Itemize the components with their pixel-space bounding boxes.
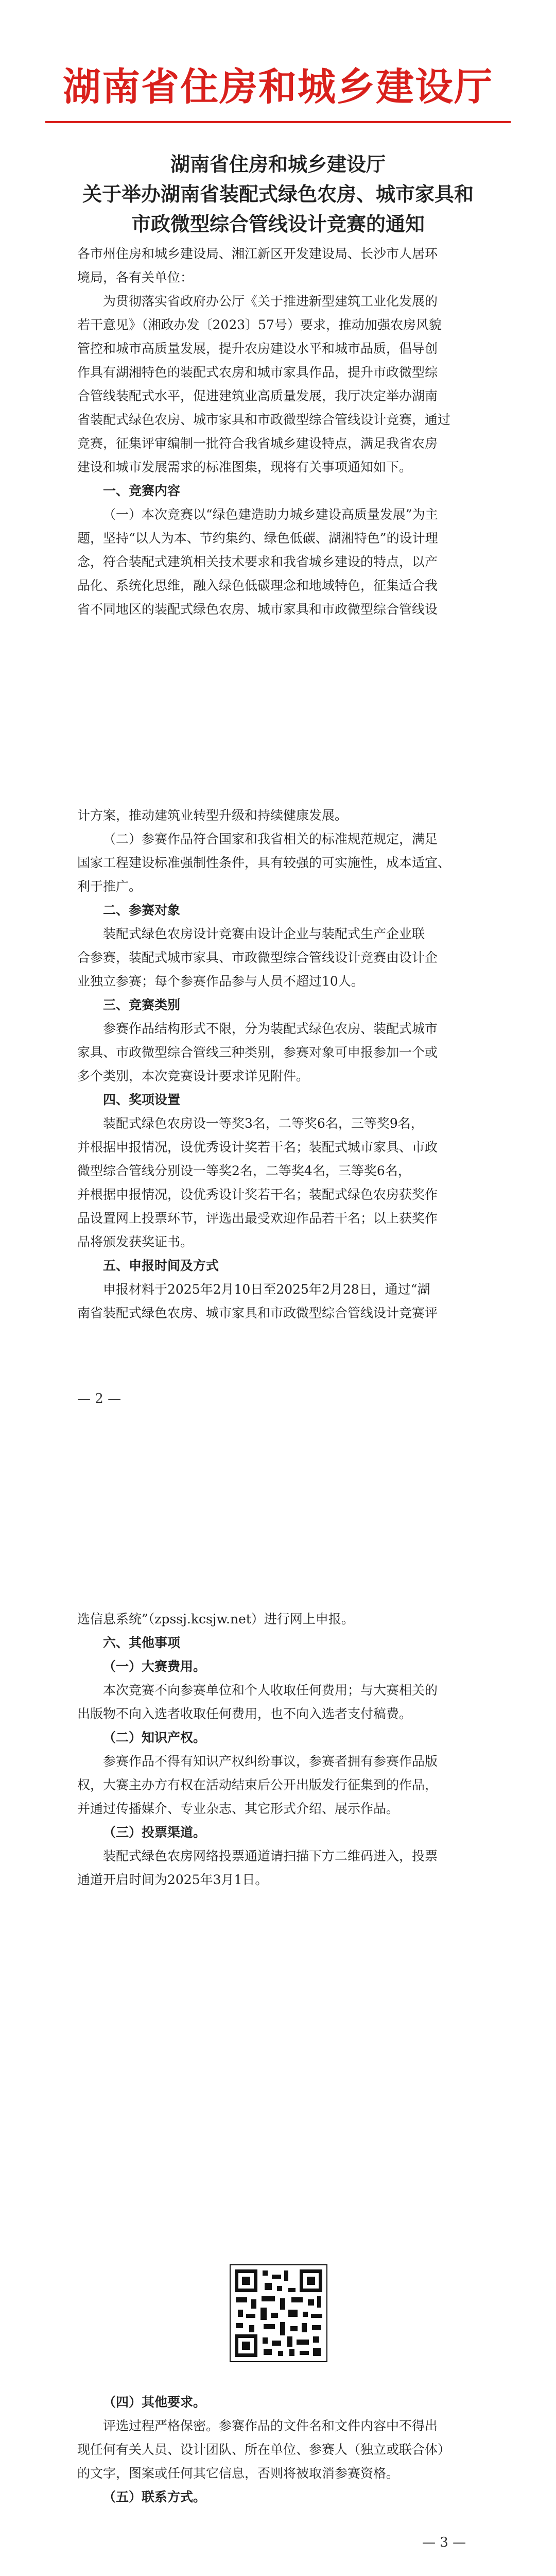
recipients-line: 各市州住房和城乡建设局、湘江新区开发建设局、长沙市人居环 — [77, 246, 438, 261]
sec6-2-line: 并通过传播媒介、专业杂志、其它形式介绍、展示作品。 — [77, 1801, 399, 1816]
sec1-line: 国家工程建设标准强制性条件，具有较强的可实施性，成本适宜、 — [77, 855, 451, 870]
sec3-line: 参赛作品结构形式不限，分为装配式绿色农房、装配式城市 — [103, 1021, 438, 1036]
sec5-line: 南省装配式绿色农房、城市家具和市政微型综合管线设计竞赛评 — [77, 1306, 438, 1320]
page-3 — [0, 1577, 556, 2555]
intro-line: 竞赛，征集评审编制一批符合我省城乡建设特点，满足我省农房 — [77, 436, 438, 451]
sec2-line: 合参赛，装配式城市家具、市政微型综合管线设计竞赛由设计企 — [77, 950, 438, 965]
sec4-line: 并根据申报情况，设优秀设计奖若干名；装配式绿色农房获奖作 — [77, 1187, 438, 1202]
page-2-body — [77, 804, 479, 1325]
sec6-2-line: 权，大赛主办方有权在活动结束后公开出版发行征集到的作品， — [77, 1777, 438, 1792]
intro-line: 为贯彻落实省政府办公厅《关于推进新型建筑工业化发展的 — [103, 294, 438, 309]
sec5-line: 选信息系统”（zpssj.kcsjw.net）进行网上申报。 — [77, 1612, 354, 1626]
page-1 — [0, 0, 556, 685]
sec2-line: 装配式绿色农房设计竞赛由设计企业与装配式生产企业联 — [103, 926, 425, 941]
qr-finder — [235, 2334, 257, 2357]
intro-line: 管控和城市高质量发展，提升农房建设水平和城市品质，倡导创 — [77, 341, 438, 356]
sec3-line: 家具、市政微型综合管线三种类别，参赛对象可申报参加一个或 — [77, 1045, 438, 1060]
page-2 — [0, 773, 556, 1494]
section-4-heading: 四、奖项设置 — [103, 1092, 181, 1107]
sec6-1-line: 出版物不向入选者收取任何费用，也不向入选者支付稿费。 — [77, 1706, 412, 1721]
sec4-line: 微型综合管线分别设一等奖2名，二等奖4名，三等奖6名， — [77, 1163, 411, 1178]
sec6-3-line: 装配式绿色农房网络投票通道请扫描下方二维码进入，投票 — [103, 1849, 438, 1863]
section-6-heading: 六、其他事项 — [103, 1635, 181, 1650]
sec1-line: 省不同地区的装配式绿色农房、城市家具和市政微型综合管线设 — [77, 602, 438, 617]
sec6-4-line: 评选过程严格保密。参赛作品的文件名和文件内容中不得出 — [103, 2418, 438, 2433]
section-2-heading: 二、参赛对象 — [103, 903, 181, 918]
section-3-heading: 三、竞赛类别 — [103, 997, 181, 1012]
intro-line: 作具有湖湘特色的装配式农房和城市家具作品，提升市政微型综 — [77, 365, 438, 380]
sec3-line: 多个类别，本次竞赛设计要求详见附件。 — [77, 1069, 309, 1083]
sec1-line: （二）参赛作品符合国家和我省相关的标准规范规定，满足 — [103, 832, 438, 846]
title-line-1: 湖南省住房和城乡建设厅 — [170, 152, 386, 176]
page-number: — 2 — — [77, 1391, 121, 1406]
sec1-line: 品化、系统化思维，融入绿色低碳理念和地域特色，征集适合我 — [77, 578, 438, 593]
sec1-line: （一）本次竞赛以“绿色建造助力城乡建设高质量发展”为主 — [103, 507, 438, 522]
section-1-heading: 一、竞赛内容 — [103, 483, 181, 498]
subsection-vote-heading: （三）投票渠道。 — [103, 1825, 206, 1840]
intro-line: 建设和城市发展需求的标准图集，现将有关事项通知如下。 — [77, 460, 412, 474]
sec4-line: 装配式绿色农房设一等奖3名，二等奖6名，三等奖9名， — [103, 1116, 424, 1131]
sec2-line: 业独立参赛；每个参赛作品参与人员不超过10人。 — [77, 974, 364, 989]
vote-qr-code[interactable] — [230, 2264, 327, 2362]
qr-finder — [235, 2269, 257, 2292]
intro-line: 若干意见》（湘政办发〔2023〕57号）要求，推动加强农房风貌 — [77, 317, 442, 332]
qr-finder — [300, 2269, 322, 2292]
sec6-4-line: 的文字，图案或任何其它信息，否则将被取消参赛资格。 — [77, 2466, 399, 2481]
red-header-title: 湖南省住房和城乡建设厅 — [63, 65, 493, 109]
sec5-line: 申报材料于2025年2月10日至2025年2月28日，通过“湖 — [103, 1282, 430, 1297]
sec1-line: 题，坚持“以人为本、节约集约、绿色低碳、湖湘特色”的设计理 — [77, 531, 438, 546]
page-number: — 3 — — [422, 2535, 466, 2550]
document-title — [72, 149, 484, 239]
title-line-3: 市政微型综合管线设计竞赛的通知 — [131, 212, 425, 235]
page-3-body — [77, 1607, 479, 1892]
sec1-line: 利于推广。 — [77, 879, 142, 894]
sec1-line: 念，符合装配式建筑相关技术要求和我省城乡建设的特点，以产 — [77, 554, 438, 569]
page-1-body — [77, 242, 479, 621]
red-divider-line — [45, 121, 511, 123]
sec4-line: 品将颁发获奖证书。 — [77, 1234, 194, 1249]
subsection-other-heading: （四）其他要求。 — [103, 2395, 206, 2410]
sec6-2-line: 参赛作品不得有知识产权纠纷事议，参赛者拥有参赛作品版 — [103, 1754, 438, 1769]
sec4-line: 并根据申报情况，设优秀设计奖若干名；装配式城市家具、市政 — [77, 1140, 438, 1155]
subsection-fee-heading: （一）大赛费用。 — [103, 1659, 206, 1674]
subsection-ip-heading: （二）知识产权。 — [103, 1730, 206, 1745]
intro-line: 省装配式绿色农房、城市家具和市政微型综合管线设计竞赛，通过 — [77, 412, 451, 427]
section-5-heading: 五、申报时间及方式 — [103, 1258, 219, 1273]
title-line-2: 关于举办湖南省装配式绿色农房、城市家具和 — [82, 182, 474, 206]
sec4-line: 品设置网上投票环节，评选出最受欢迎作品若干名；以上获奖作 — [77, 1211, 438, 1226]
page-3-body-lower — [77, 2391, 479, 2509]
recipients-line: 境局，各有关单位： — [77, 270, 194, 285]
sec6-3-line: 通道开启时间为2025年3月1日。 — [77, 1872, 268, 1887]
sec6-4-line: 现任何有关人员、设计团队、所在单位、参赛人（独立或联合体） — [77, 2442, 451, 2457]
sec1-line: 计方案，推动建筑业转型升级和持续健康发展。 — [77, 808, 348, 823]
intro-line: 合管线装配式水平，促进建筑业高质量发展，我厅决定举办湖南 — [77, 388, 438, 403]
subsection-contact-heading: （五）联系方式。 — [103, 2489, 206, 2504]
sec6-1-line: 本次竞赛不向参赛单位和个人收取任何费用；与大赛相关的 — [103, 1683, 438, 1698]
